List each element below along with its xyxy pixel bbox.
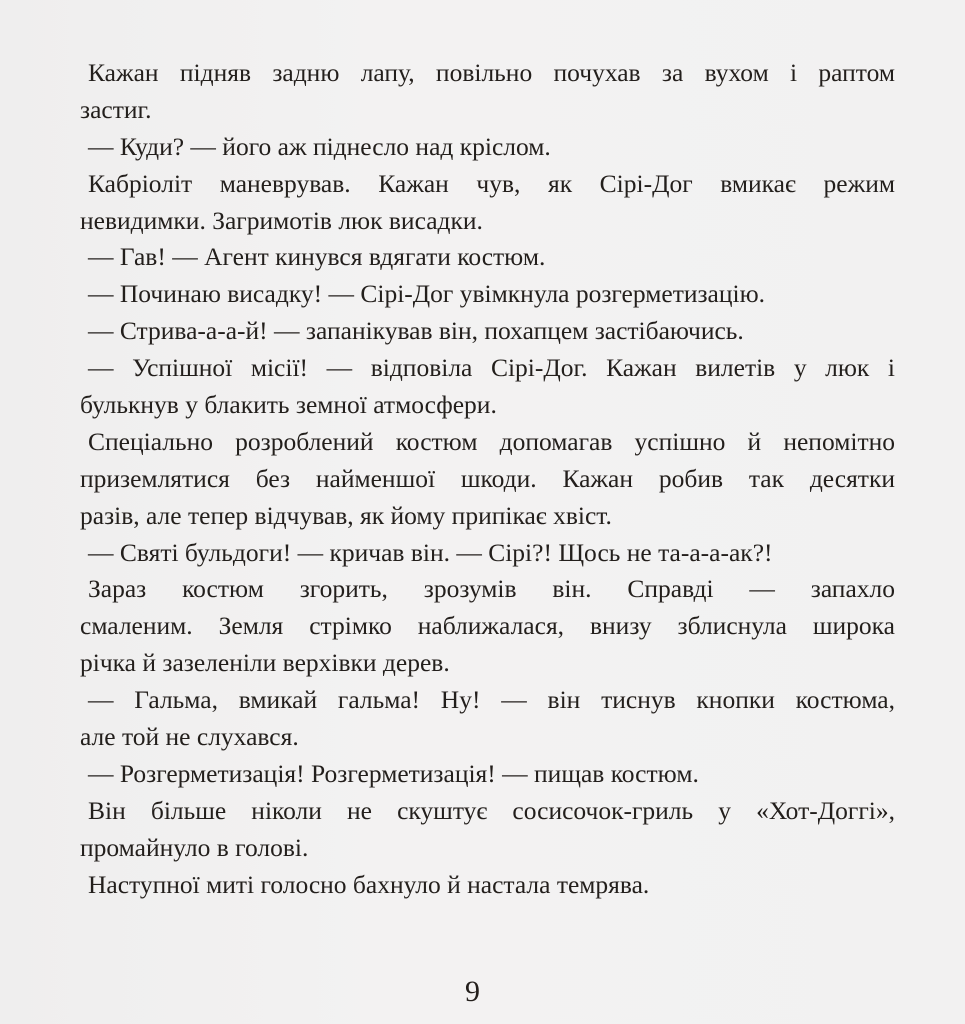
page-number: 9	[465, 975, 480, 1008]
text-line: річка й зазеленіли верхівки дерев.	[80, 648, 450, 678]
text-line: — Починаю висадку! — Сірі-Дог увімкнула розгерметизацію.	[88, 279, 766, 309]
text-line: невидимки. Загримотів люк висадки.	[80, 205, 483, 235]
text-line: — Гав! — Агент кинувся вдягати костюм.	[88, 242, 546, 272]
text-line: Кажан підняв задню лапу, повільно почухав за вухом і раптом	[88, 58, 895, 87]
text-line: разів, але тепер відчував, як йому припікає хвіст.	[80, 500, 612, 530]
text-line: Спеціально розроблений костюм допомагав успішно й непомітно	[88, 426, 895, 456]
text-line: — Гальма, вмикай гальма! Ну! — він тиснув кнопки костюма,	[88, 685, 895, 715]
text-line: Кабріоліт маневрував. Кажан чув, як Сірі-Дог вмикає режим	[88, 168, 895, 198]
text-line: Наступної миті голосно бахнуло й настала темрява.	[88, 869, 650, 899]
text-line: — Святі бульдоги! — кричав він. — Сірі?! Щось не та-а-а-ак?!	[88, 537, 773, 567]
text-line: — Куди? — його аж піднесло над кріслом.	[88, 131, 551, 161]
text-line: застиг.	[80, 94, 152, 124]
text-line: булькнув у блакить земної атмосфери.	[80, 390, 497, 420]
text-line: промайнуло в голові.	[80, 832, 309, 862]
text-line: Він більше ніколи не скуштує сосисочок-гриль у «Хот-Доггі»,	[88, 795, 895, 825]
text-line: — Розгерметизація! Розгерметизація! — пищав костюм.	[88, 758, 699, 788]
text-line: — Стрива-а-а-й! — запанікував він, похапцем застібаючись.	[88, 316, 744, 346]
text-line: але той не слухався.	[80, 722, 299, 752]
page-text	[80, 55, 895, 903]
text-line: приземлятися без найменшої шкоди. Кажан робив так десятки	[80, 463, 895, 493]
text-line: — Успішної місії! — відповіла Сірі-Дог. Кажан вилетів у люк і	[88, 353, 895, 383]
text-line: Зараз костюм згорить, зрозумів він. Справді — запахло	[88, 574, 895, 604]
text-line: смаленим. Земля стрімко наближалася, внизу зблиснула широка	[80, 611, 895, 641]
